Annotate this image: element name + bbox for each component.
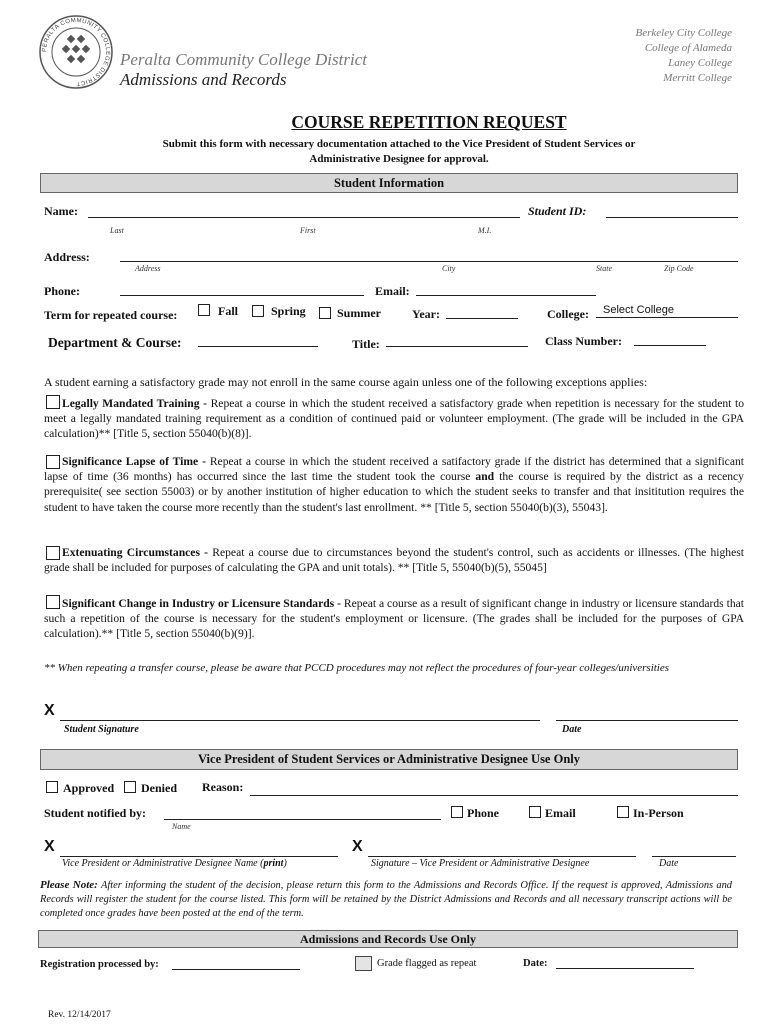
term-summer-checkbox[interactable] bbox=[319, 307, 331, 319]
grade-flagged-checkbox[interactable] bbox=[355, 956, 372, 971]
college-bcc: Berkeley City College bbox=[635, 27, 732, 39]
lapse-of-time-heading: Significance Lapse of Time - bbox=[62, 455, 210, 468]
vp-name-x: X bbox=[44, 838, 55, 855]
notified-phone-label: Phone bbox=[467, 806, 500, 820]
form-title: COURSE REPETITION REQUEST bbox=[291, 112, 567, 132]
zip-caption: Zip Code bbox=[664, 264, 694, 273]
notified-email-checkbox[interactable] bbox=[529, 806, 541, 818]
vp-section-heading: Vice President of Student Services or Administrative Designee Use Only bbox=[40, 749, 738, 770]
reason-label: Reason: bbox=[202, 780, 244, 794]
subtitle-line-1: Submit this form with necessary documentation attached to the Vice President of Student Services or bbox=[162, 138, 636, 150]
address-label: Address: bbox=[44, 250, 90, 264]
denied-label: Denied bbox=[141, 781, 177, 795]
phone-label: Phone: bbox=[44, 284, 80, 298]
transfer-note: ** When repeating a transfer course, please be aware that PCCD procedures may not reflect the procedures of four-year colleges/universities bbox=[44, 662, 670, 674]
class-number-field[interactable] bbox=[634, 345, 706, 346]
extenuating-heading: Extenuating Circumstances - bbox=[62, 546, 213, 559]
vp-name-caption-print: print bbox=[263, 858, 284, 869]
college-alameda: College of Alameda bbox=[644, 42, 732, 54]
approved-label: Approved bbox=[63, 781, 115, 795]
term-label: Term for repeated course: bbox=[44, 308, 178, 322]
term-spring-checkbox[interactable] bbox=[252, 305, 264, 317]
lapse-of-time-text bbox=[44, 454, 744, 515]
vp-signature-x: X bbox=[352, 838, 363, 855]
lapse-of-time-body-b: the course is required by the district as a recency prerequisite( see section 55003) or by another institution of higher education to which the student seeks to transfer and that insititution requires the student to have taken the course more recently than the student's last enrollment. ** [Title 5, section 55040(b)(3), 55043]. bbox=[44, 470, 744, 514]
term-spring-label: Spring bbox=[271, 304, 306, 318]
student-date-field[interactable] bbox=[556, 720, 738, 721]
term-summer-label: Summer bbox=[337, 306, 381, 320]
college-merritt: Merritt College bbox=[663, 72, 732, 84]
ar-section-heading: Admissions and Records Use Only bbox=[38, 930, 738, 948]
department-course-label: Department & Course: bbox=[48, 335, 182, 350]
name-label: Name: bbox=[44, 204, 78, 218]
state-caption: State bbox=[596, 264, 612, 273]
student-info-heading: Student Information bbox=[40, 173, 738, 193]
college-select-value: Select College bbox=[603, 304, 674, 316]
course-title-field[interactable] bbox=[386, 346, 528, 347]
legally-mandated-text bbox=[44, 396, 744, 442]
extenuating-body: Repeat a course due to circumstances beyond the student's control, such as accidents or illnesses. (The highest grade shall be included for purposes of calculating the GPA and unit totals). ** [Title 5, 55040(b)(5), 55045] bbox=[44, 546, 744, 575]
student-date-label: Date bbox=[562, 724, 582, 735]
district-seal bbox=[38, 14, 114, 90]
name-mi-caption: M.I. bbox=[478, 226, 492, 235]
term-fall-checkbox[interactable] bbox=[198, 304, 210, 316]
college-label: College: bbox=[547, 307, 589, 321]
notified-name-caption: Name bbox=[172, 822, 191, 831]
notified-in-person-checkbox[interactable] bbox=[617, 806, 629, 818]
college-laney: Laney College bbox=[668, 57, 732, 69]
extenuating-text bbox=[44, 545, 744, 575]
year-field[interactable] bbox=[446, 318, 518, 319]
please-note-lead: Please Note: bbox=[40, 879, 98, 891]
address-caption: Address bbox=[135, 264, 161, 273]
student-id-label: Student ID: bbox=[528, 204, 587, 218]
legally-mandated-body: Repeat a course in which the student received a satisfactory grade when repetition is necessary for the student to meet a legally mandated training requirement as a condition of continued paid or volunteer employment. (The grade will be included in the GPA calculation)** [Title 5, section 55040(b)(8)]. bbox=[44, 397, 744, 441]
college-select[interactable] bbox=[596, 302, 738, 318]
email-label: Email: bbox=[375, 284, 410, 298]
class-number-label: Class Number: bbox=[545, 334, 622, 348]
email-field[interactable] bbox=[416, 295, 596, 296]
phone-field[interactable] bbox=[120, 295, 364, 296]
denied-checkbox[interactable] bbox=[124, 781, 136, 793]
notified-in-person-label: In-Person bbox=[633, 806, 684, 820]
please-note bbox=[40, 878, 732, 921]
course-title-label: Title: bbox=[352, 337, 380, 351]
industry-change-heading: Significant Change in Industry or Licensure Standards - bbox=[62, 597, 344, 610]
seal-text: PERALTA COMMUNITY COLLEGE DISTRICT bbox=[41, 17, 111, 87]
exceptions-intro: A student earning a satisfactory grade may not enroll in the same course again unless one of the following exceptions applies: bbox=[44, 375, 648, 389]
student-id-field[interactable] bbox=[606, 217, 738, 218]
notified-email-label: Email bbox=[545, 806, 576, 820]
name-field[interactable] bbox=[88, 217, 520, 218]
lapse-of-time-body-a: Repeat a course in which the student received a satifactory grade if the district has determined that a significant lapse of time (36 months) has occurred since the last time the student took the course bbox=[44, 455, 744, 484]
name-first-caption: First bbox=[300, 226, 316, 235]
registration-processed-field[interactable] bbox=[172, 969, 300, 970]
lapse-of-time-and: and bbox=[475, 470, 495, 484]
term-fall-label: Fall bbox=[218, 304, 238, 318]
college-list bbox=[635, 26, 732, 86]
notified-phone-checkbox[interactable] bbox=[451, 806, 463, 818]
please-note-text: After informing the student of the decision, please return this form to the Admissions and Records Office. If the request is approved, Admissions and Records will register the student for the course listed. This form will be retained by the District Admissions and Records and all necessary transcript actions will be completed once grades have been posted at the end of the term. bbox=[40, 880, 732, 919]
name-last-caption: Last bbox=[110, 226, 124, 235]
form-subtitle bbox=[0, 137, 770, 166]
address-field[interactable] bbox=[120, 261, 738, 262]
reason-field[interactable] bbox=[250, 795, 738, 796]
approved-checkbox[interactable] bbox=[46, 781, 58, 793]
industry-change-text bbox=[44, 596, 744, 642]
legally-mandated-heading: Legally Mandated Training - bbox=[62, 397, 211, 410]
district-name: Peralta Community College District bbox=[120, 50, 367, 69]
grade-flagged-label: Grade flagged as repeat bbox=[377, 958, 477, 969]
notified-name-field[interactable] bbox=[164, 819, 441, 820]
ar-date-label: Date: bbox=[523, 958, 548, 969]
vp-name-caption-post: ) bbox=[283, 858, 287, 869]
department-course-field[interactable] bbox=[198, 346, 318, 347]
student-signature-field[interactable] bbox=[60, 720, 540, 721]
vp-signature-field[interactable] bbox=[368, 856, 636, 857]
student-signature-label: Student Signature bbox=[64, 724, 139, 735]
subtitle-line-2: Administrative Designee for approval. bbox=[309, 152, 489, 165]
registration-processed-label: Registration processed by: bbox=[40, 959, 159, 970]
notified-label: Student notified by: bbox=[44, 806, 147, 820]
vp-date-caption: Date bbox=[659, 858, 679, 869]
vp-name-caption-pre: Vice President or Administrative Designee Name ( bbox=[62, 858, 264, 869]
industry-change-body: Repeat a course as a result of significant change in industry or licensure standards that such a repetition of the course is necessary for the student's employment or licensure. (The grades shall be included for the purposes of GPA calculation).** [Title 5, section 55040(b)(9)]. bbox=[44, 597, 744, 641]
revision-date: Rev. 12/14/2017 bbox=[48, 1010, 111, 1020]
vp-name-caption bbox=[62, 858, 287, 869]
student-signature-x: X bbox=[44, 702, 55, 719]
ar-date-field[interactable] bbox=[556, 968, 694, 969]
vp-name-field[interactable] bbox=[60, 856, 338, 857]
vp-signature-caption: Signature – Vice President or Administrative Designee bbox=[371, 858, 590, 869]
office-name: Admissions and Records bbox=[120, 70, 287, 89]
city-caption: City bbox=[442, 264, 456, 273]
vp-date-field[interactable] bbox=[652, 856, 736, 857]
year-label: Year: bbox=[412, 307, 440, 321]
